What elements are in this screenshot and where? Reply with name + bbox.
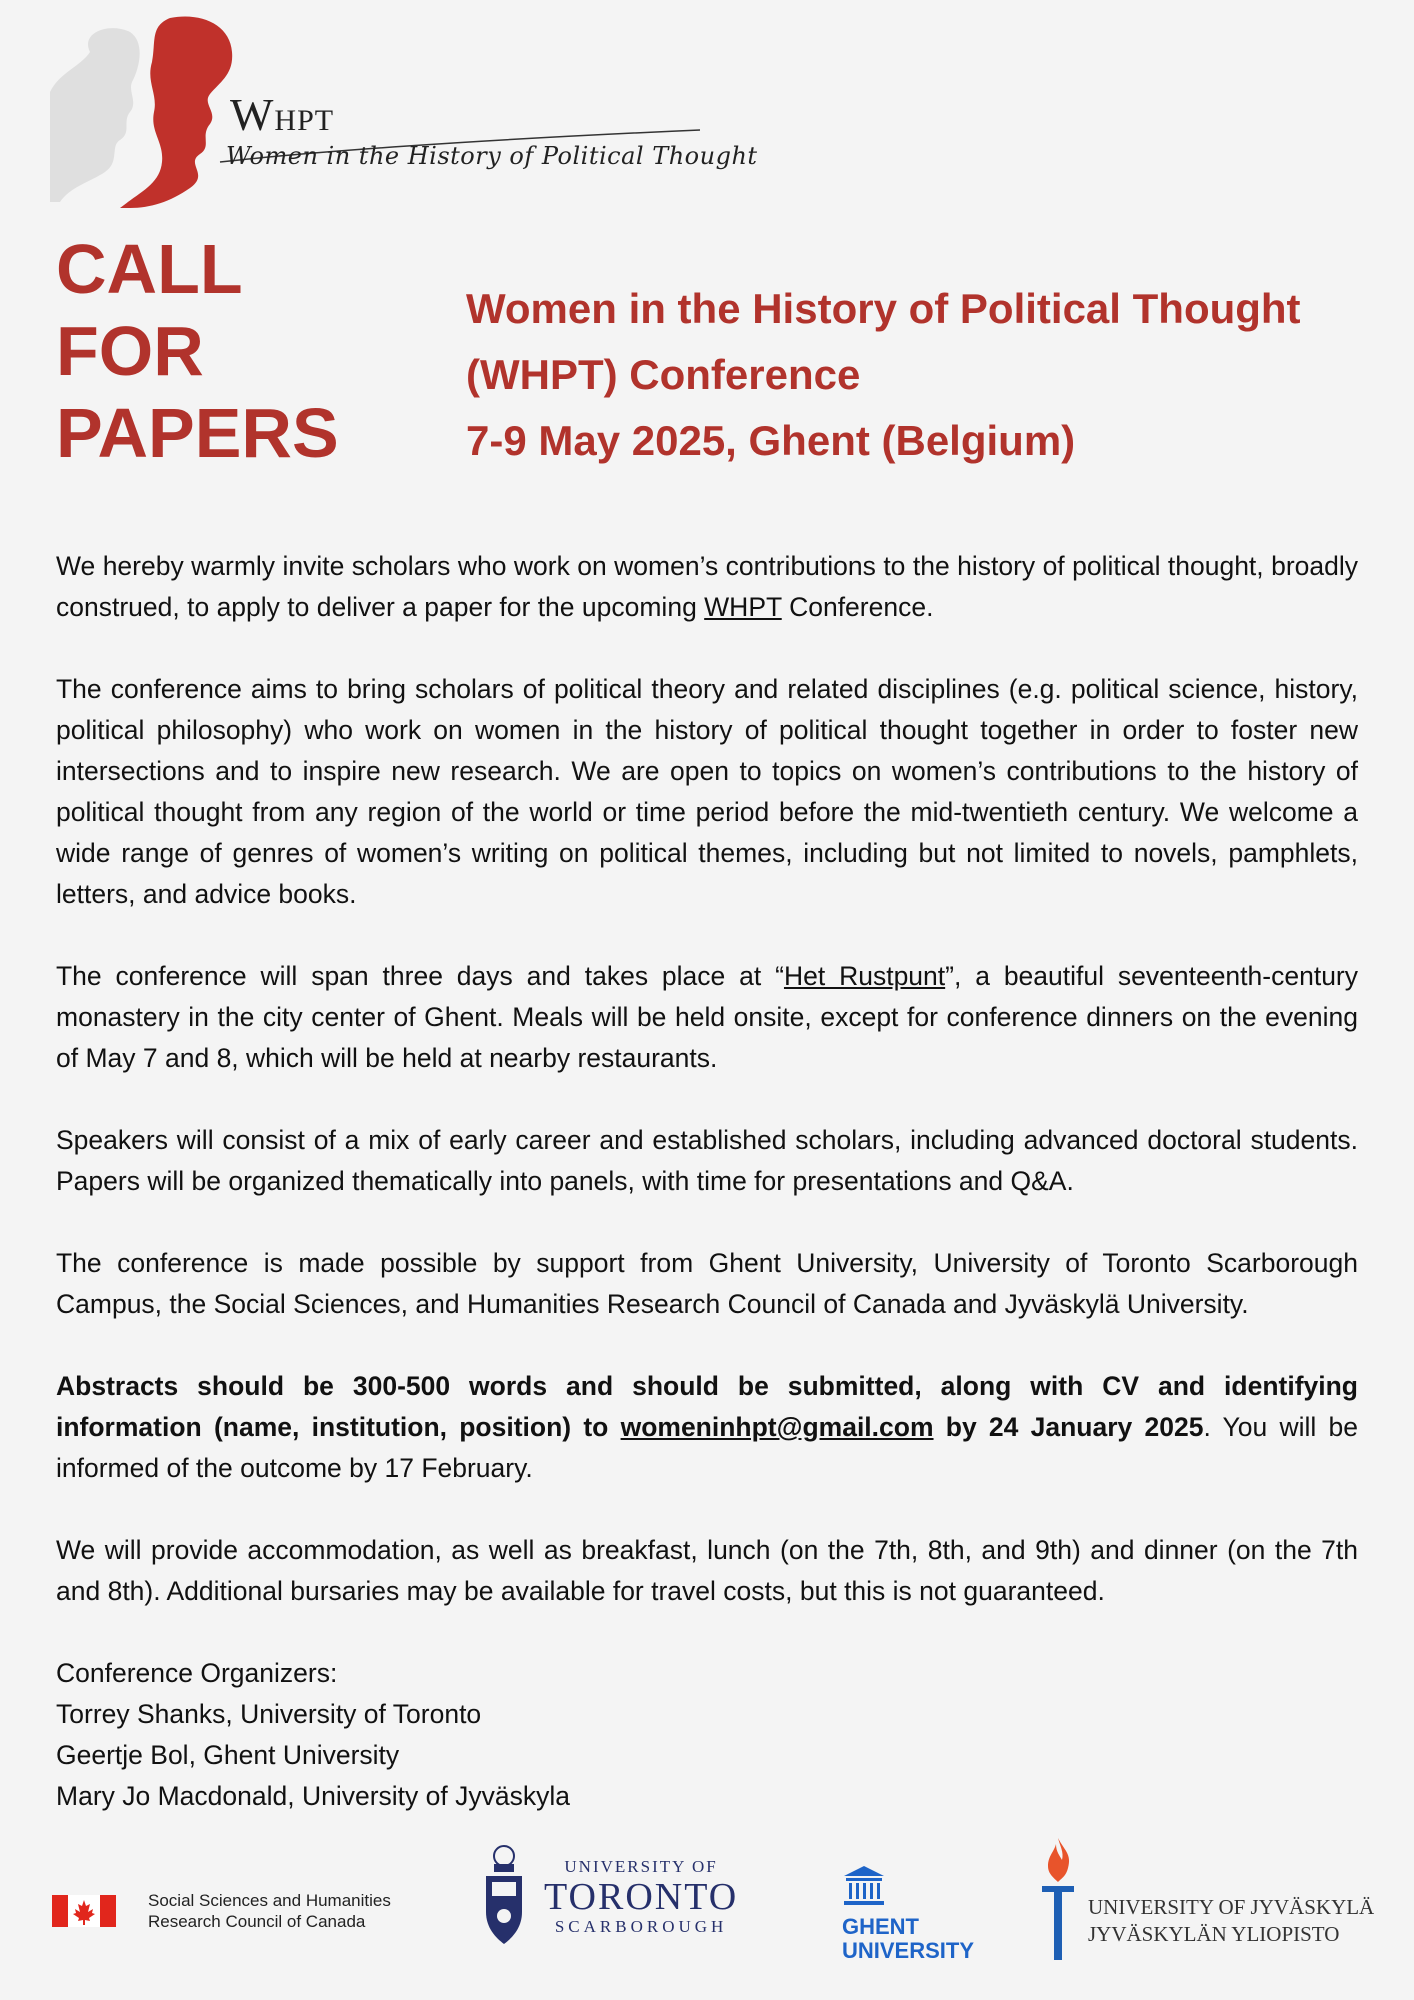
- silhouette-icon: [50, 12, 710, 212]
- paragraph-support: The conference is made possible by support from Ghent University, University of Toronto Scarborough Campus, the Social Sciences, and Humanities Research Council of Canada and Jyväskylä University.: [56, 1248, 1358, 1319]
- organizers-heading: Conference Organizers:: [56, 1658, 338, 1688]
- organizers-list: [56, 1653, 1358, 1817]
- organizer-item: Mary Jo Macdonald, University of Jyväskyla: [56, 1781, 570, 1811]
- jyu-name: [1088, 1894, 1374, 1948]
- uoft-line-1: UNIVERSITY OF: [564, 1857, 718, 1876]
- paragraph-aims: The conference aims to bring scholars of political theory and related disciplines (e.g. political science, history, political philosophy) who work on women in the history of political thought together in order to foster new intersections and to inspire new research. We are open to topics on women’s contributions to the history of political thought from any region of the world or time period before the mid-twentieth century. We welcome a wide range of genres of women’s writing on political themes, including but not limited to novels, pamphlets, letters, and advice books.: [56, 674, 1358, 909]
- ghent-university-logo: [842, 1864, 974, 1963]
- conference-date-location: 7-9 May 2025, Ghent (Belgium): [466, 417, 1076, 464]
- outcome-text: . You will be informed of the outcome by 17 February.: [56, 1412, 1358, 1483]
- ghent-line-1: GHENT: [842, 1914, 919, 1939]
- het-rustpunt-link[interactable]: Het Rustpunt: [783, 961, 946, 991]
- paragraph-submission: [56, 1366, 1358, 1489]
- submission-text: Abstracts should be 300-500 words and should be submitted, along with CV and identifying information (name, institution, position) to: [56, 1371, 1358, 1442]
- invitation-text: We hereby warmly invite scholars who work on women’s contributions to the history of political thought, broadly construed, to apply to deliver a paper for the upcoming: [56, 551, 1358, 622]
- organizer-item: Geertje Bol, Ghent University: [56, 1740, 400, 1770]
- invitation-text-end: Conference.: [781, 592, 934, 622]
- sshrc-logo: [52, 1890, 391, 1932]
- email-link[interactable]: womeninhpt@gmail.com: [620, 1412, 934, 1442]
- cfp-line-2: FOR: [56, 312, 204, 390]
- sponsor-logos: [0, 1830, 1414, 1980]
- whpt-wordmark: [230, 88, 334, 141]
- ghent-building-icon: [842, 1864, 886, 1906]
- paragraph-venue: [56, 956, 1358, 1079]
- venue-text: The conference will span three days and takes place at “: [56, 961, 784, 991]
- conference-title: [466, 276, 1366, 474]
- body-text: [56, 546, 1358, 1817]
- organizer-item: Torrey Shanks, University of Toronto: [56, 1699, 482, 1729]
- deadline-text: by 24 January 2025: [933, 1412, 1204, 1442]
- whpt-link[interactable]: WHPT: [704, 592, 782, 622]
- ghent-name: [842, 1915, 974, 1963]
- sshrc-name: [148, 1890, 391, 1932]
- torch-icon: [1034, 1834, 1082, 1964]
- jyu-line-1: UNIVERSITY OF JYVÄSKYLÄ: [1088, 1895, 1375, 1919]
- uoft-crest-icon: [480, 1842, 528, 1952]
- whpt-wordmark-initial: W: [230, 89, 275, 140]
- uoft-line-3: SCARBOROUGH: [554, 1917, 728, 1936]
- uoft-name: [544, 1857, 738, 1937]
- sshrc-line-2: Research Council of Canada: [148, 1912, 366, 1931]
- cfp-line-1: CALL: [56, 230, 243, 308]
- cfp-line-3: PAPERS: [56, 394, 339, 472]
- uoft-scarborough-logo: [480, 1842, 738, 1952]
- uoft-line-2: TORONTO: [544, 1876, 739, 1918]
- canada-flag-icon: [52, 1895, 116, 1927]
- paragraph-invitation: [56, 546, 1358, 628]
- conference-title-line-1: Women in the History of Political Thought: [466, 285, 1301, 332]
- conference-title-line-2: (WHPT) Conference: [466, 351, 861, 398]
- venue-text-end: ”, a beautiful seventeenth-century monastery in the city center of Ghent. Meals will be held onsite, except for conference dinners on the evening of May 7 and 8, which will be held at nearby restaurants.: [56, 961, 1359, 1073]
- sshrc-line-1: Social Sciences and Humanities: [148, 1891, 391, 1910]
- paragraph-speakers: Speakers will consist of a mix of early career and established scholars, including advanced doctoral students. Papers will be organized thematically into panels, with time for presentations and Q&A.: [56, 1125, 1358, 1196]
- paragraph-accommodation: We will provide accommodation, as well as breakfast, lunch (on the 7th, 8th, and 9th) and dinner (on the 7th and 8th). Additional bursaries may be available for travel costs, but this is not guaranteed.: [56, 1535, 1358, 1606]
- jyu-line-2: JYVÄSKYLÄN YLIOPISTO: [1088, 1922, 1340, 1946]
- call-for-papers-heading: [56, 228, 339, 474]
- ghent-line-2: UNIVERSITY: [842, 1938, 975, 1963]
- jyvaskyla-university-logo: [1034, 1834, 1374, 1964]
- whpt-script-tagline: Women in the History of Political Thought: [226, 142, 758, 170]
- whpt-logo: [50, 12, 758, 212]
- whpt-wordmark-rest: HPT: [274, 104, 335, 137]
